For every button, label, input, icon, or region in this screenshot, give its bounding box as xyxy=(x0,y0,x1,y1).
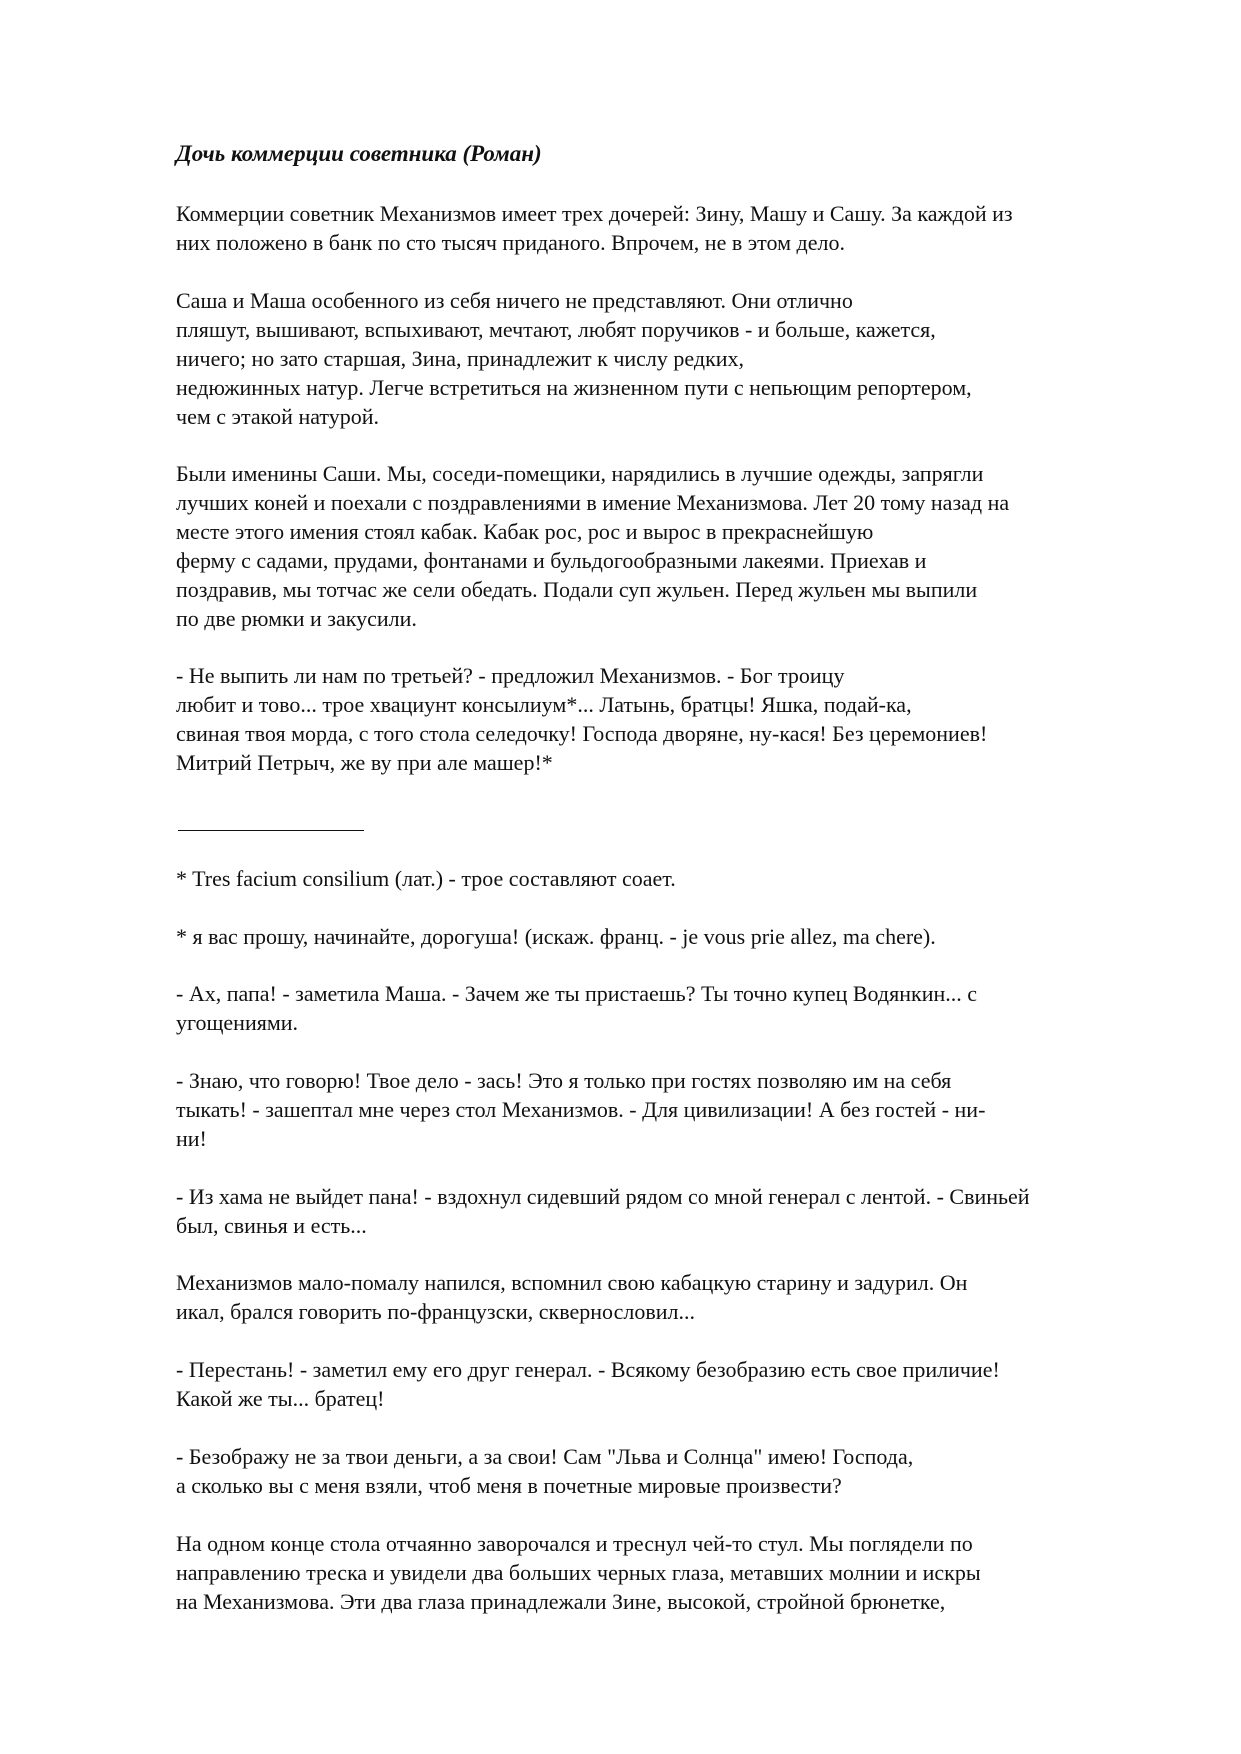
text-line: лучших коней и поехали с поздравлениями в имение Механизмова. Лет 20 тому назад на xyxy=(176,490,1010,515)
text-line: икал, брался говорить по-французски, сквернословил... xyxy=(176,1299,695,1324)
text-line: - Знаю, что говорю! Твое дело - зась! Это я только при гостях позволяю им на себя xyxy=(176,1068,952,1093)
text-line: * я вас прошу, начинайте, дорогуша! (искаж. франц. - je vous prie allez, ma chere). xyxy=(176,924,936,949)
text-line: Механизмов мало-помалу напился, вспомнил свою кабацкую старину и задурил. Он xyxy=(176,1270,968,1295)
footnote-separator xyxy=(178,830,364,831)
text-line: Коммерции советник Механизмов имеет трех дочерей: Зину, Машу и Сашу. За каждой из xyxy=(176,201,1013,226)
text-line: тыкать! - зашептал мне через стол Механизмов. - Для цивилизации! А без гостей - ни- xyxy=(176,1097,986,1122)
paragraph-9 xyxy=(176,1355,1000,1413)
text-line: Митрий Петрыч, же ву при але машер!* xyxy=(176,750,553,775)
text-line: Были именины Саши. Мы, соседи-помещики, нарядились в лучшие одежды, запрягли xyxy=(176,461,984,486)
text-line: поздравив, мы тотчас же сели обедать. Подали суп жульен. Перед жульен мы выпили xyxy=(176,577,978,602)
paragraph-10 xyxy=(176,1442,913,1500)
text-line: на Механизмова. Эти два глаза принадлежали Зине, высокой, стройной брюнетке, xyxy=(176,1589,946,1614)
paragraph-11 xyxy=(176,1529,981,1616)
text-line: направлению треска и увидели два больших черных глаза, метавших молнии и искры xyxy=(176,1560,981,1585)
text-line: любит и тово... трое хвациунт консылиум*... Латынь, братцы! Яшка, подай-ка, xyxy=(176,692,912,717)
text-line: ничего; но зато старшая, Зина, принадлежит к числу редких, xyxy=(176,346,745,371)
footnote-2 xyxy=(176,922,936,951)
text-line: угощениями. xyxy=(176,1010,299,1035)
text-line: Какой же ты... братец! xyxy=(176,1386,385,1411)
paragraph-1 xyxy=(176,199,1013,257)
text-line: - Не выпить ли нам по третьей? - предложил Механизмов. - Бог троицу xyxy=(176,663,845,688)
text-line: * Tres facium consilium (лат.) - трое составляют соает. xyxy=(176,866,676,891)
footnote-1 xyxy=(176,864,676,893)
paragraph-2 xyxy=(176,286,972,431)
text-line: был, свинья и есть... xyxy=(176,1213,367,1238)
paragraph-8 xyxy=(176,1268,967,1326)
text-line: по две рюмки и закусили. xyxy=(176,606,417,631)
paragraph-4 xyxy=(176,661,987,777)
text-line: а сколько вы с меня взяли, чтоб меня в почетные мировые произвести? xyxy=(176,1473,842,1498)
text-line: - Безображу не за твои деньги, а за свои! Сам "Льва и Солнца" имею! Господа, xyxy=(176,1444,914,1469)
paragraph-6 xyxy=(176,1066,985,1153)
paragraph-5 xyxy=(176,979,977,1037)
paragraph-3 xyxy=(176,459,1009,633)
text-line: свиная твоя морда, с того стола селедочку! Господа дворяне, ну-кася! Без церемониев! xyxy=(176,721,988,746)
text-line: чем с этакой натурой. xyxy=(176,404,380,429)
paragraph-7 xyxy=(176,1182,1030,1240)
text-line: - Ах, папа! - заметила Маша. - Зачем же ты пристаешь? Ты точно купец Водянкин... с xyxy=(176,981,978,1006)
text-line: пляшут, вышивают, вспыхивают, мечтают, любят поручиков - и больше, кажется, xyxy=(176,317,936,342)
document-title: Дочь коммерции советника (Роман) xyxy=(176,141,542,166)
text-line: недюжинных натур. Легче встретиться на жизненном пути с непьющим репортером, xyxy=(176,375,972,400)
text-line: Саша и Маша особенного из себя ничего не представляют. Они отлично xyxy=(176,288,853,313)
text-line: На одном конце стола отчаянно заворочался и треснул чей-то стул. Мы поглядели по xyxy=(176,1531,973,1556)
text-line: ни! xyxy=(176,1126,207,1151)
text-line: - Перестань! - заметил ему его друг генерал. - Всякому безобразию есть свое приличие! xyxy=(176,1357,1000,1382)
text-line: месте этого имения стоял кабак. Кабак рос, рос и вырос в прекраснейшую xyxy=(176,519,874,544)
text-line: ферму с садами, прудами, фонтанами и бульдогообразными лакеями. Приехав и xyxy=(176,548,927,573)
text-line: - Из хама не выйдет пана! - вздохнул сидевший рядом со мной генерал с лентой. - Свиньей xyxy=(176,1184,1030,1209)
text-line: них положено в банк по сто тысяч приданого. Впрочем, не в этом дело. xyxy=(176,230,845,255)
